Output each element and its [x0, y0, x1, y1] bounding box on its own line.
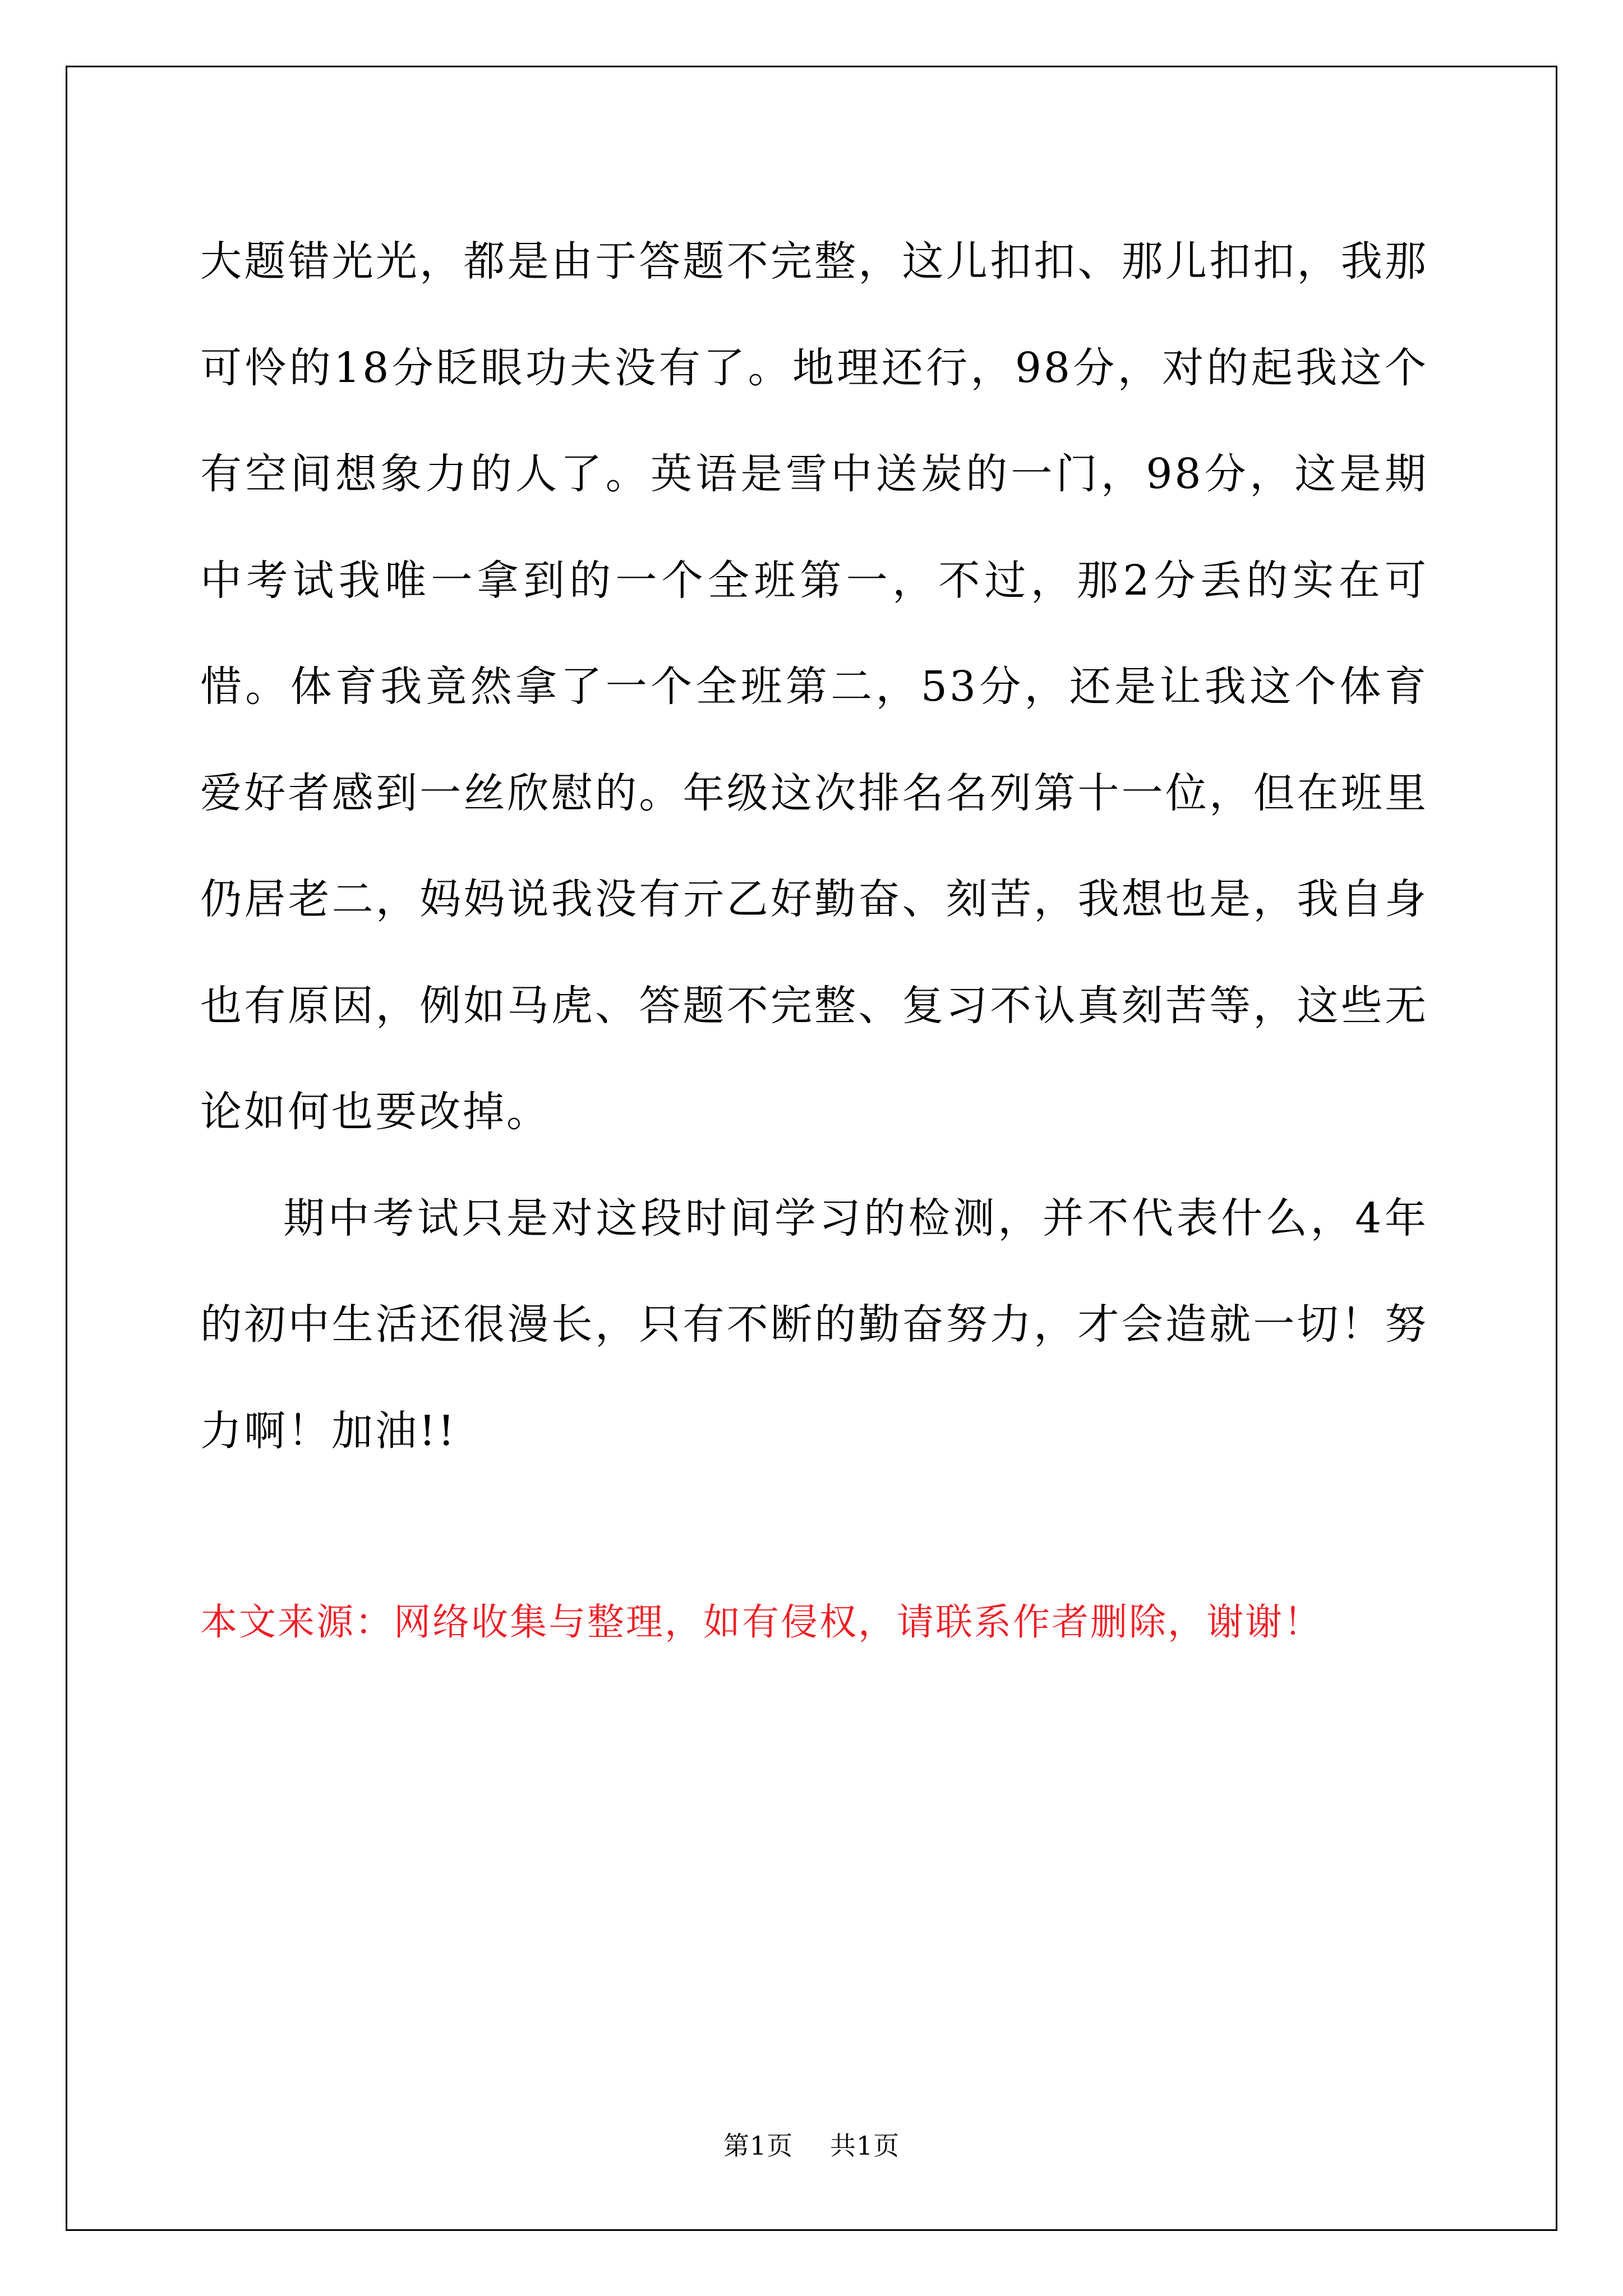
page-footer: [0, 2129, 1623, 2162]
paragraph-1: 大题错光光，都是由于答题不完整，这儿扣扣、那儿扣扣，我那可怜的18分眨眼功夫没有了。地理还行，98分，对的起我这个有空间想象力的人了。英语是雪中送炭的一门，98分，这是期中考试我唯一拿到的一个全班第一，不过，那2分丢的实在可惜。体育我竟然拿了一个全班第二，53分，还是让我这个体育爱好者感到一丝欣慰的。年级这次排名名列第十一位，但在班里仍居老二，妈妈说我没有亓乙好勤奋、刻苦，我想也是，我自身也有原因，例如马虎、答题不完整、复习不认真刻苦等，这些无论如何也要改掉。: [200, 237, 1428, 1136]
paragraph-2: 期中考试只是对这段时间学习的检测，并不代表什么，4年的初中生活还很漫长，只有不断的勤奋努力，才会造就一切！努力啊！加油!!: [200, 1194, 1428, 1455]
page-number-current: 第1页: [723, 2131, 794, 2161]
source-disclaimer: 本文来源：网络收集与整理，如有侵权，请联系作者删除，谢谢！: [200, 1600, 1322, 1644]
article-body: [200, 209, 1428, 1484]
page-number-total: 共1页: [829, 2131, 900, 2161]
